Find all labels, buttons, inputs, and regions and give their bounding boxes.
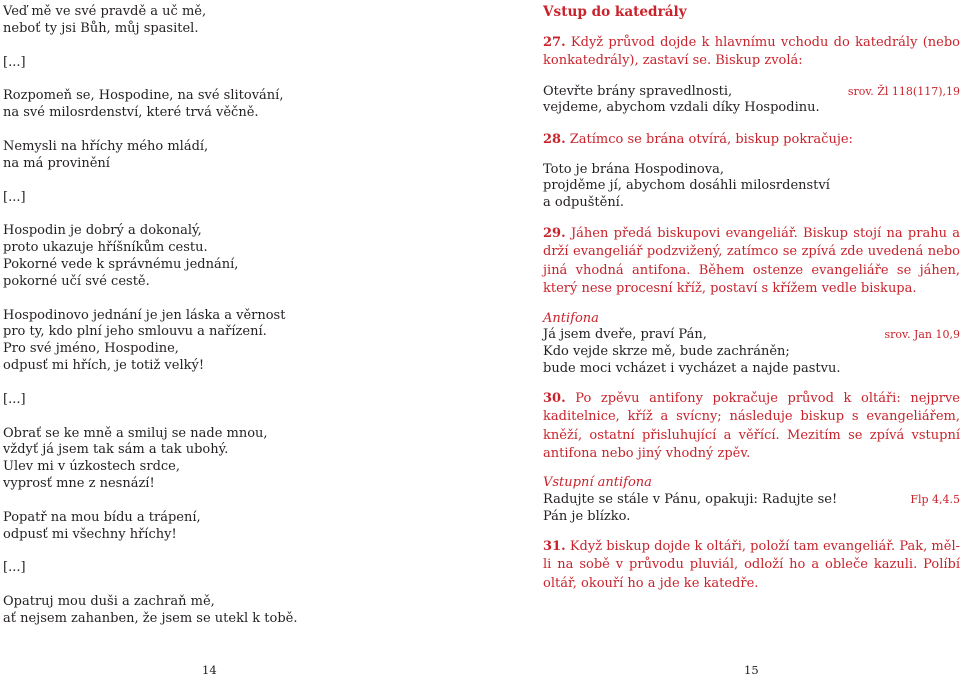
psalm-line: Obrať se ke mně a smiluj se nade mnou, — [3, 425, 268, 441]
omission-marker: [...] — [3, 560, 26, 576]
psalm-line: pro ty, kdo plní jeho smlouvu a nařízení. — [3, 324, 267, 340]
section-heading: Vstup do katedrály — [543, 4, 687, 20]
rubric-28 — [543, 131, 960, 149]
verse-text: vejdeme, abychom vzdali díky Hospodinu. — [543, 100, 820, 116]
rubric-number: 30. — [543, 390, 566, 406]
psalm-line: neboť ty jsi Bůh, můj spasitel. — [3, 20, 199, 36]
rubric-31 — [543, 538, 960, 593]
psalm-line: vždyť já jsem tak sám a tak ubohý. — [3, 442, 229, 458]
verse-text: Radujte se stále v Pánu, opakuji: Radujte se! — [543, 492, 838, 508]
page-number-right: 15 — [744, 663, 759, 677]
psalm-line: na své milosrdenství, které trvá věčně. — [3, 105, 259, 121]
psalm-line: pokorné učí své cestě. — [3, 273, 150, 289]
psalm-line: na má provinění — [3, 155, 110, 171]
rubric-30 — [543, 390, 960, 464]
verse-text: a odpuštění. — [543, 195, 624, 211]
verse-row — [543, 492, 960, 509]
rubric-number: 28. — [543, 132, 566, 148]
omission-marker: [...] — [3, 391, 26, 407]
rubric-29 — [543, 225, 960, 299]
left-page — [3, 0, 473, 628]
verse-row — [543, 84, 960, 101]
rubric-number: 31. — [543, 538, 566, 554]
scripture-reference: srov. Jan 10,9 — [884, 328, 960, 342]
psalm-line: Nemysli na hříchy mého mládí, — [3, 138, 209, 154]
verse-text: Pán je blízko. — [543, 509, 631, 525]
verse-row — [543, 327, 960, 344]
psalm-line: proto ukazuje hříšníkům cestu. — [3, 240, 208, 256]
rubric-number: 29. — [543, 226, 566, 241]
verse-text: bude moci vcházet i vycházet a najde pastvu. — [543, 361, 841, 377]
rubric-text: Když průvod dojde k hlavnímu vchodu do katedrály (nebo konkatedrály), zastaví se. Biskup zvolá: — [543, 34, 960, 69]
entrance-antiphon-label: Vstupní antifona — [543, 475, 652, 491]
verse-text: Toto je brána Hospodinova, — [543, 161, 724, 177]
verse-text: projděme jí, abychom dosáhli milosrdenství — [543, 178, 830, 194]
scripture-reference: srov. Žl 118(117),19 — [847, 84, 960, 98]
psalm-line: vyprosť mne z nesnází! — [3, 475, 155, 491]
right-page — [543, 0, 960, 593]
psalm-line: Pokorné vede k správnému jednání, — [3, 256, 239, 272]
rubric-text: Když biskup dojde k oltáři, položí tam evangeliář. Pak, měl-li na sobě v průvodu pluviál, odloží ho a obleče kazuli. Políbí oltář, okouří ho a jde ke katedře. — [543, 538, 960, 591]
rubric-27 — [543, 34, 960, 71]
psalm-line: Hospodin je dobrý a dokonalý, — [3, 223, 202, 239]
psalm-line: Pro své jméno, Hospodine, — [3, 341, 179, 357]
scripture-reference: Flp 4,4.5 — [910, 493, 960, 507]
psalm-line: Rozpomeň se, Hospodine, na své slitování, — [3, 88, 284, 104]
rubric-text: Zatímco se brána otvírá, biskup pokračuje: — [569, 132, 853, 148]
psalm-line: Popatř na mou bídu a trápení, — [3, 509, 201, 525]
omission-marker: [...] — [3, 54, 26, 70]
page-number-left: 14 — [202, 663, 217, 677]
omission-marker: [...] — [3, 189, 26, 205]
rubric-number: 27. — [543, 34, 566, 50]
verse-text: Já jsem dveře, praví Pán, — [543, 327, 707, 343]
psalm-line: odpusť mi všechny hříchy! — [3, 526, 177, 542]
rubric-text: Jáhen předá biskupovi evangeliář. Biskup stojí na prahu a drží evangeliář podzvižený, zatímco se zpívá zde uvedená nebo jiná vhodná antifona. Během ostenze evangeliáře se jáhen, který nese procesní kříž, postaví s křížem vedle biskupa. — [543, 226, 960, 297]
verse-text: Otevřte brány spravedlnosti, — [543, 83, 733, 99]
psalm-line: ať nejsem zahanben, že jsem se utekl k tobě. — [3, 610, 298, 626]
psalm-line: Hospodinovo jednání je jen láska a věrnost — [3, 307, 286, 323]
verse-text: Kdo vejde skrze mě, bude zachráněn; — [543, 344, 790, 360]
antiphon-label: Antifona — [543, 310, 599, 326]
psalm-line: Opatruj mou duši a zachraň mě, — [3, 594, 215, 610]
psalm-line: Veď mě ve své pravdě a uč mě, — [3, 4, 207, 19]
rubric-text: Po zpěvu antifony pokračuje průvod k oltáři: nejprve kaditelnice, kříž a svícny; následuje biskup s evangeliářem, kněží, ostatní přisluhující a věřící. Mezitím se zpívá vstupní antifona nebo jiný vhodný zpěv. — [543, 390, 960, 462]
psalm-line: odpusť mi hřích, je totiž velký! — [3, 357, 205, 373]
psalm-line: Ulev mi v úzkostech srdce, — [3, 459, 180, 475]
